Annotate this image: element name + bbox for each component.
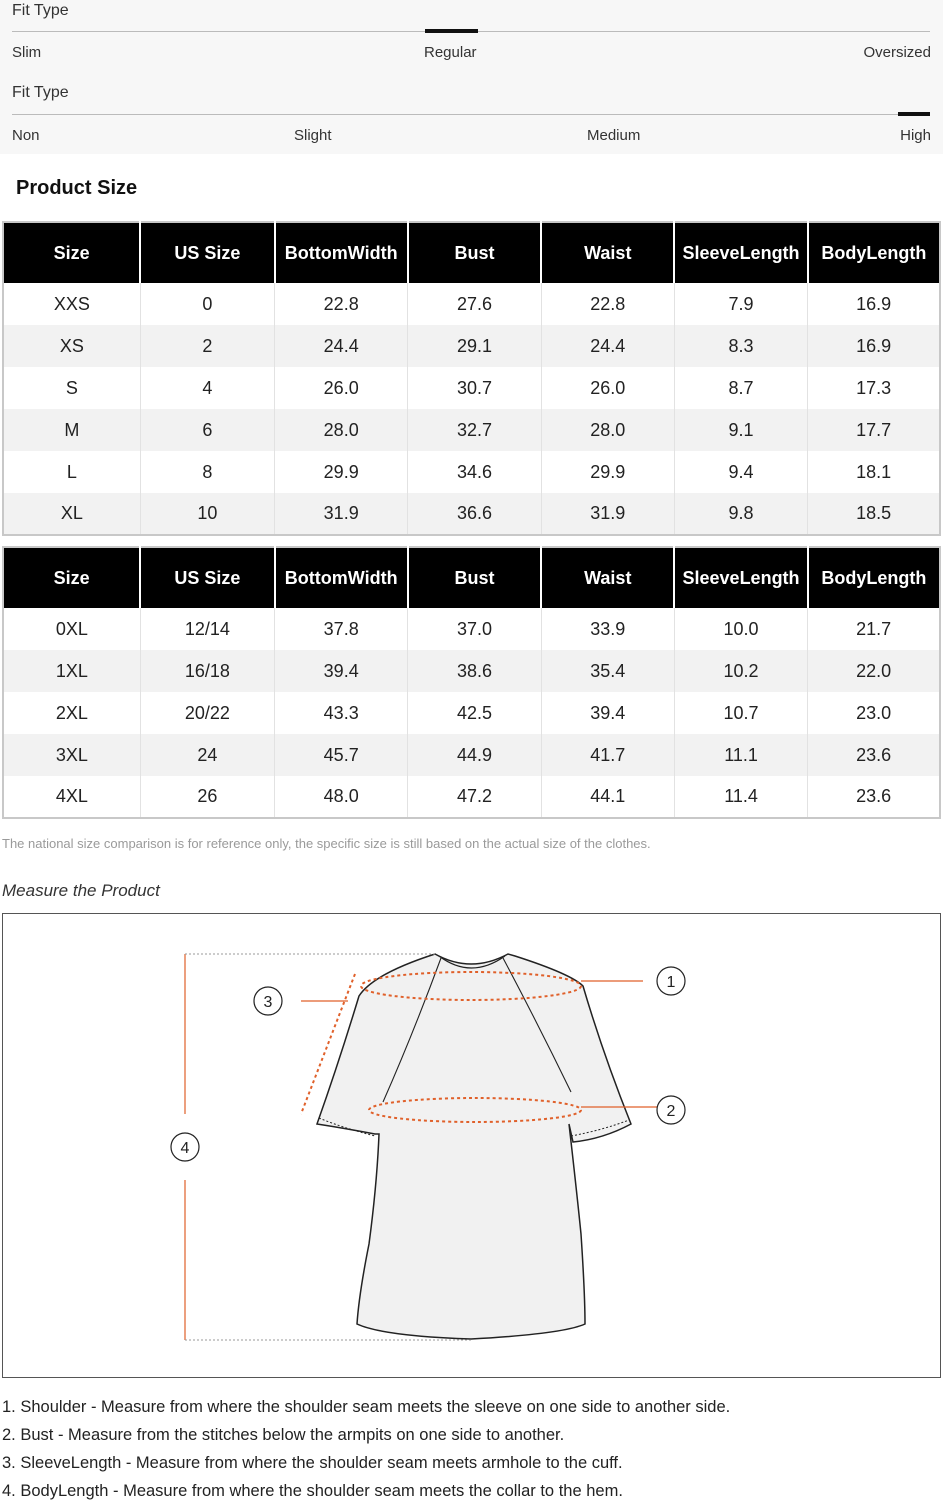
table-cell: 23.6 [808,734,940,776]
table-row [3,325,940,367]
table-cell: 29.9 [275,451,408,493]
table-cell: 39.4 [541,692,674,734]
table-cell: 27.6 [408,283,541,325]
fit-type-row-1 [0,0,943,82]
table-cell: 0 [140,283,274,325]
table-cell: 18.1 [856,461,892,482]
table-cell: 31.9 [275,493,408,535]
table-cell: 10.2 [674,650,807,692]
marker-1 [657,967,685,995]
table-cell: 44.9 [408,734,541,776]
table-cell: 37.0 [408,608,541,650]
table-cell: 38.6 [408,650,541,692]
table-cell: 8.7 [674,367,807,409]
table-cell: 30.7 [408,367,541,409]
table-row [3,283,940,325]
table-cell: 29.9 [541,451,674,493]
table-row [3,776,940,818]
table-row [3,692,940,734]
fit-label-high: High [900,127,931,144]
column-header: SleeveLength [674,547,807,608]
column-header: Waist [541,222,674,283]
table-cell: 26 [140,776,274,818]
column-header: Waist [541,547,674,608]
table-cell: M [3,409,140,451]
fit-type-title: Fit Type [12,84,69,101]
column-header: Bust [408,222,541,283]
table-cell: 23.6 [856,786,892,806]
column-header: Size [3,222,140,283]
table-cell: 16.9 [856,293,892,314]
table-cell: 6 [140,409,274,451]
table-cell: 10.0 [674,608,807,650]
fit-label-slight: Slight [294,127,332,144]
table-cell: 8.3 [674,325,807,367]
svg-text:3: 3 [263,994,273,1011]
table-cell: 47.2 [408,776,541,818]
table-cell: 2XL [3,692,140,734]
size-note: The national size comparison is for reference only, the specific size is still based on the actual size of the clothes. [2,836,651,851]
table-cell: 0XL [3,608,140,650]
size-table-plus [2,546,941,819]
tshirt-icon [317,954,631,1339]
column-header: BottomWidth [275,222,408,283]
fit-type-selected-marker [425,29,478,33]
table-cell: 20/22 [140,692,274,734]
fit-type-selected-marker [898,112,930,116]
instruction-sleeve-length: 3. SleeveLength - Measure from where the shoulder seam meets armhole to the cuff. [2,1454,623,1472]
table-cell: 9.1 [674,409,807,451]
column-header: SleeveLength [674,222,807,283]
table-cell: 22.8 [541,283,674,325]
table-cell: 2 [140,325,274,367]
table-row [3,608,940,650]
column-header: BodyLength [808,547,940,608]
table-cell: 31.9 [541,493,674,535]
table-cell: 3XL [3,734,140,776]
column-header: Bust [408,547,541,608]
table-cell: 10.7 [674,692,807,734]
svg-text:4: 4 [180,1140,190,1157]
instruction-bust: 2. Bust - Measure from the stitches below the armpits on one side to another. [2,1426,565,1444]
table-cell: 4XL [3,776,140,818]
table-cell: 22.0 [808,650,940,692]
table-cell: 1XL [3,650,140,692]
table-row [3,367,940,409]
marker-3 [254,987,282,1015]
measurement-diagram [2,913,941,1378]
table-cell: L [3,451,140,493]
fit-type-row-2 [0,82,943,164]
table-cell: 9.8 [674,493,807,535]
table-cell: 17.7 [808,409,940,451]
table-cell: 26.0 [541,367,674,409]
fit-type-panel [0,0,943,154]
table-cell: 10 [140,493,274,535]
tshirt-diagram [3,914,942,1379]
fit-label-slim: Slim [12,44,42,61]
column-header: BottomWidth [275,547,408,608]
table-cell: 41.7 [541,734,674,776]
table-row [3,493,940,535]
table-cell: 37.8 [275,608,408,650]
table-row [3,734,940,776]
table-cell: 39.4 [275,650,408,692]
instruction-shoulder: 1. Shoulder - Measure from where the shoulder seam meets the sleeve on one side to another side. [2,1398,731,1416]
marker-4 [171,1133,199,1161]
column-header: BodyLength [808,222,940,283]
table-cell: 48.0 [275,776,408,818]
table-cell: 23.0 [856,702,892,723]
table-cell: 11.4 [674,776,807,818]
column-header: US Size [140,547,274,608]
measure-title: Measure the Product [2,881,160,900]
product-size-title: Product Size [16,177,138,199]
table-cell: 18.5 [808,493,940,535]
table-cell: 21.7 [856,618,892,639]
table-cell: 33.9 [541,608,674,650]
table-header-row [3,222,940,283]
table-cell: 29.1 [408,325,541,367]
table-cell: 16/18 [140,650,274,692]
table-cell: 24 [140,734,274,776]
table-cell: 26.0 [275,367,408,409]
table-row [3,409,940,451]
table-cell: 32.7 [408,409,541,451]
measurement-instructions [2,1393,941,1500]
fit-label-medium: Medium [587,127,641,144]
svg-text:2: 2 [666,1103,676,1120]
table-row [3,650,940,692]
fit-label-non: Non [12,127,40,144]
fit-type-title: Fit Type [12,2,69,19]
svg-text:1: 1 [666,974,676,991]
column-header: Size [3,547,140,608]
table-cell: 9.4 [674,451,807,493]
table-cell: 28.0 [541,409,674,451]
table-cell: 17.3 [856,377,892,398]
table-cell: XS [3,325,140,367]
table-cell: 34.6 [408,451,541,493]
table-cell: 44.1 [541,776,674,818]
table-cell: 7.9 [674,283,807,325]
table-row [3,451,940,493]
table-cell: 24.4 [541,325,674,367]
fit-label-regular: Regular [424,44,477,61]
instruction-body-length: 4. BodyLength - Measure from where the shoulder seam meets the collar to the hem. [2,1482,623,1500]
table-cell: 11.1 [674,734,807,776]
table-cell: 12/14 [140,608,274,650]
table-cell: 22.8 [275,283,408,325]
table-cell: S [3,367,140,409]
table-header-row [3,547,940,608]
table-cell: 28.0 [275,409,408,451]
table-cell: 8 [140,451,274,493]
table-cell: 42.5 [408,692,541,734]
table-cell: 36.6 [408,493,541,535]
column-header: US Size [140,222,274,283]
table-cell: XL [3,493,140,535]
fit-label-oversized: Oversized [863,44,931,61]
table-cell: 16.9 [808,325,940,367]
size-table-regular [2,221,941,536]
marker-2 [657,1096,685,1124]
table-cell: 35.4 [541,650,674,692]
table-cell: 45.7 [275,734,408,776]
table-cell: 43.3 [275,692,408,734]
table-cell: 24.4 [275,325,408,367]
fit-type-track [12,114,930,115]
table-cell: XXS [3,283,140,325]
table-cell: 4 [140,367,274,409]
